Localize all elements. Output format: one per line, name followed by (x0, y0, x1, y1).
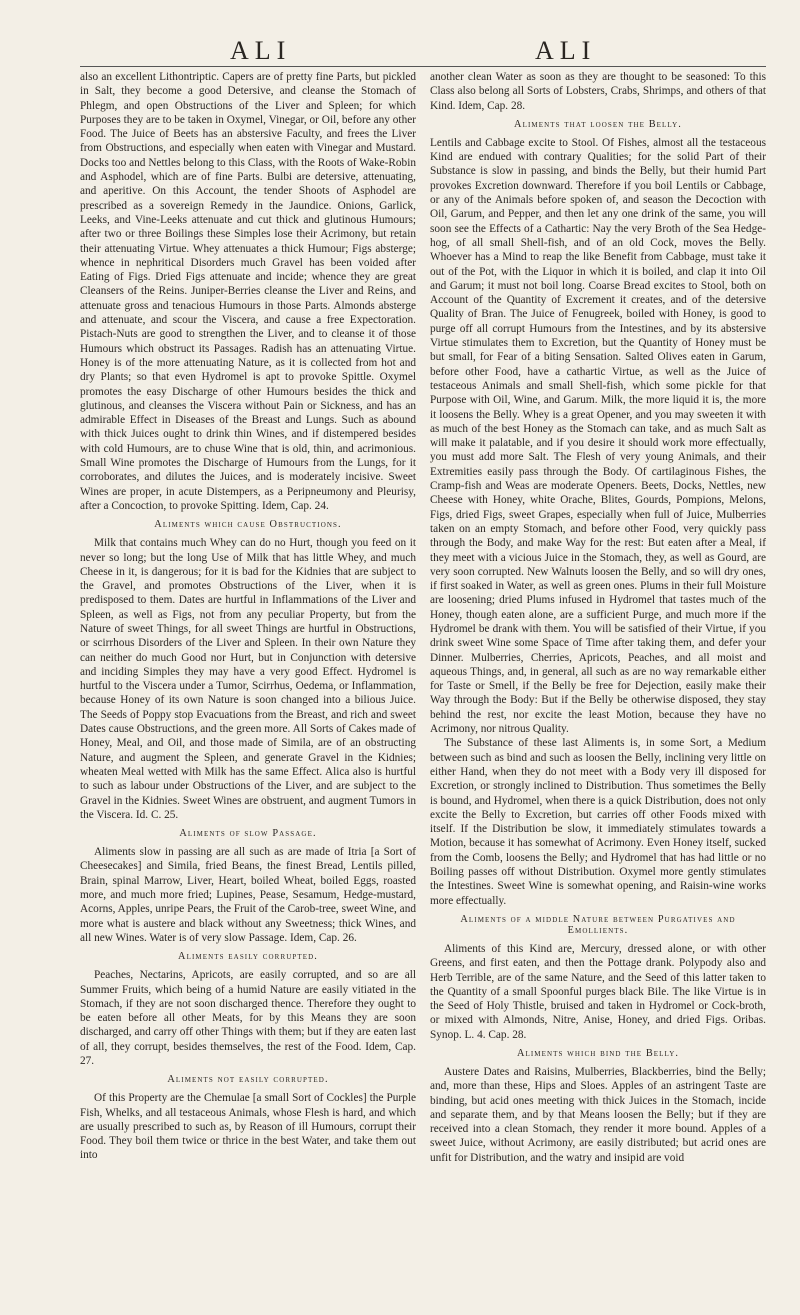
section-heading: Aliments of a middle Nature between Purgatives and Emollients. (460, 913, 736, 936)
section-heading: Aliments which bind the Belly. (516, 1048, 680, 1059)
section-heading: Aliments easily corrupted. (178, 951, 318, 963)
running-head-left: ALI (230, 36, 292, 65)
paragraph: also an excellent Lithontriptic. Capers are of pretty fine Parts, but pickled in Salt, they become a good Detersive, and cleanse the Stomach of Phlegm, and open Obstructions of the Liver and Spleen; for which Purposes they are to be taken in Oxymel, Vinegar, or Oil, before any other Food. The Juice of Beets has an abstersive Faculty, and frees the Liver from Obstructions, and especially when eaten with Vinegar and Mustard. Docks too and Nettles belong to this Class, with the Roots of Wake-Robin and Asphodel, which are of fine Parts. Bulbi are detersive, attenuating, and aperitive. On this Account, the tender Shoots of Asphodel are prescribed as a sovereign Remedy in the Jaundice. Onions, Garlick, Leeks, and Vine-Leeks attenuate and cut thick and glutinous Humours; after two or three Boilings these Simples lose their Acrimony, but retain their attenuating Virtue. Whey attenuates a thick Humour; Figs absterge; whence in nephritical Disorders much Gravel has been voided after Eating of Figs. Dried Figs attenuate and incide; whence they are great Cleansers of the Reins. Juniper-Berries cleanse the Liver and Reins, and attenuate gross and tenacious Humours in those Parts. Almonds absterge and attenuate, and scour the Viscera, and cause a free Expectoration. Pistach-Nuts are good to strengthen the Liver, and to cleanse it of those Humours which obstruct its Passages. Radish has an attenuating Virtue. Honey is of the more attenuating Nature, as it is collected from hot and dry Plants; so that even Hydromel is apt to provoke Spittle. Oxymel promotes the easy Discharge of other Humours besides the thick and glutinous, and cleanses the Viscera without Pain or Sickness, and has an admirable Effect in Diseases of the Breast and Lungs. Such as abound with thick Juices ought to drink thin Wines, and if distempered besides with cold Humours, are to chuse Wine that is old, thin, and acrimonious. Small Wine promotes the Discharge of Humours from the Lungs, for it corroborates, and dilutes the Juices, and is moderately incisive. Sweet Wines are proper, in acute Distempers, as a Peripneumony and Pleurisy, after a Concoction, to provoke Spitting. Idem, Cap. 24. (80, 71, 416, 512)
header-rule (80, 66, 766, 67)
paragraph: another clean Water as soon as they are thought to be seasoned: To this Class also belong all Sorts of Lobsters, Crabs, Shrimps, and others of that Kind. Idem, Cap. 28. (430, 71, 766, 112)
paragraph: Aliments slow in passing are all such as are made of Itria [a Sort of Cheesecakes] and Simila, fried Beans, the finest Bread, Lentils pilled, Brain, spinal Marrow, Liver, Heart, boiled Wheat, boiled Eggs, roasted more, and much more fried; Lupines, Pease, Sesamum, Hedge-mustard, Acorns, Apples, unripe Pears, the Fruit of the Carob-tree, sweet Wine, and more what is austere and black without any Sweetness; thick Wines, and all new Wines. Water is of very slow Passage. Idem, Cap. 26. (80, 846, 416, 944)
section-heading: Aliments of slow Passage. (179, 828, 317, 840)
paragraph: The Substance of these last Aliments is, in some Sort, a Medium between such as bind and such as loosen the Belly, inclining very little on either Hand, when they do not meet with a Body very ill disposed for Excretion, or strongly inclined to Distribution. Thus sometimes the Belly is bound, and Hydromel, when there is a quick Distribution, does not only excite the Belly to Excretion, but carries off other Foods mixed with itself. If the Distribution be slow, it immediately stimulates towards a Motion, because it has somewhat of Acrimony. Even Honey itself, sucked from the Comb, loosens the Belly; and Hydromel that has had little or no Boiling passes off without Distribution. Oxymel more gently stimulates the Intestines. Sweet Wine is somewhat opening, and Raisin-wine works more effectually. (430, 737, 766, 907)
paragraph: Milk that contains much Whey can do no Hurt, though you feed on it never so long; but the long Use of Milk that has little Whey, and much Cheese in it, is dangerous; for it is bad for the Kidnies that are subject to the Gravel, and promotes Obstructions of the Liver, when it is predisposed to them. Dates are hurtful in Inflammations of the Liver and Spleen, as well as Figs, not from any peculiar Property, but from the Nature of sweet Things, for all sweet Things are hurtful in Obstructions, or scirrhous Disorders of the Liver and Spleen. In their own Nature they can neither do much Good nor Hurt, but in Conjunction with detersive and inciding Simples they may have a very good Effect. Hydromel is hurtful to the Viscera under a Tumor, Scirrhus, Oedema, or Inflammation, because Honey of its own Nature is soon changed into a bilious Juice. The Seeds of Poppy stop Evacuations from the Breast, and rich and sweet Dates cause Obstructions, and the green more. All Sorts of Cakes made of Honey, Meal, and Oil, and those made of Simila, are of an obstructing Nature, and augment the Spleen, and generate Gravel in the Kidnies; wheaten Meal wetted with Milk has the same Effect. Alica also is hurtful to such as labour under Obstructions of the Liver, and are subject to the Gravel in the Kidnies. Sweet Wines are obstruent, and augment Tumors in the Viscera. Id. C. 25. (80, 537, 416, 821)
running-head-right: ALI (535, 36, 597, 65)
paragraph: Peaches, Nectarins, Apricots, are easily corrupted, and so are all Summer Fruits, which being of a humid Nature are easily vitiated in the Stomach, if they are not soon discharged thence. Therefore they ought to be eaten before all other Meats, for by this Means they are soon discharged, and carry off other Things with them; but if they are eaten last of all, they corrupt, besides themselves, the rest of the Food. Idem, Cap. 27. (80, 969, 416, 1067)
left-column (80, 70, 416, 1301)
paragraph: Lentils and Cabbage excite to Stool. Of Fishes, almost all the testaceous Kind are endued with contrary Qualities; for the solid Part of their Substance is slow in passing, and binds the Belly, but their humid Part provokes Excretion downward. Therefore if you boil Lentils or Cabbage, or any of the Animals before spoken of, and season the Decoction with Oil, Garum, and Pepper, and then let any one drink of the same, you will soon see the Effects of a Cathartic: Nay the very Broth of the Sea Hedge-hog, of all small Shell-fish, and of an old Cock, moves the Belly. Whoever has a Mind to reap the like Benefit from Cabbage, must take it out of the Pot, with the Liquor in which it is boiled, and clap it into Oil and Garum; it must not boil long. Coarse Bread excites to Stool, both on Account of the Quantity of Excrement it creates, and of the detersive Quality of Bran. The Juice of Fenugreek, boiled with Honey, is good to purge off all corrupt Humours from the Intestines, and by its abstersive Virtue stimulates them to Excretion, but the Quantity of Honey must be but small, for Fear of a biting Sensation. Salted Olives eaten in Garum, before other Food, have a cathartic Virtue, as well as the Juice of testaceous Animals and small Shell-fish, which some pickle for that Purpose with Oil, Wine, and Garum. Milk, the more liquid it is, the more it loosens the Belly. Whey is a great Opener, and you may sweeten it with as much of the best Honey as the Stomach can take, and as much Salt as will make it palatable, and if you desire it should work more effectually, you must add more Salt. The Flesh of very young Animals, and their Extremities easily pass through the Body. Of cartilaginous Fishes, the Cramp-fish and Weas are moderate Openers. Beets, Docks, Nettles, new Cheese with Honey, white Orache, Blites, Gourds, Pompions, Melons, Figs, dried Figs, sweet Grapes, especially when full of Juice, Mulberries taken on an empty Stomach, and before other Food, very quickly pass through the Body, and make Way for the rest: But eaten after a Meal, if they meet with a vicious Juice in the Stomach, they, as well as Gourd, are very soon corrupted. New Walnuts loosen the Belly, and so will dry ones, if first soaked in Water, as well as green ones. Plums in their full Moisture are loosening; dried Plums infused in Hydromel that tastes much of the Honey, though eaten alone, are a sufficient Purge, and much more if the Hydromel be drank with them. You will be satisfied of their Virtue, if you drink sweet Wine some Space of Time after taking them, and defer your Dinner. Mulberries, Cherries, Apricots, Peaches, and all moist and aqueous Things, and, in general, all such as are no way remarkable either for Taste or Smell, if the Belly be free for Dejection, easily make their Way through the Body: But if the Belly be otherwise disposed, they stay behind the rest, nor excite the least Motion, because they have no Acrimony, nor nitrous Quality. (430, 136, 766, 736)
paragraph: Aliments of this Kind are, Mercury, dressed alone, or with other Greens, and first eaten, and then the Pottage drank. Polypody also and Herb Terrible, are of the same Nature, and the Seed of this latter taken to the Quantity of a small Spoonful purges black Bile. The like Virtue is in the Seed of Holy Thistle, bruised and taken in Hydromel or Cock-broth, or mixed with Almonds, Nitre, Anise, Honey, and dried Figs. Oribas. Synop. L. 4. Cap. 28. (430, 942, 766, 1041)
section-heading: Aliments that loosen the Belly. (514, 118, 682, 130)
paragraph: Of this Property are the Chemulae [a small Sort of Cockles] the Purple Fish, Whelks, and all testaceous Animals, whose Flesh is hard, and which are usually prescribed to such as, by Reason of ill Humours, corrupt their Food. They boil them twice or thrice in the best Water, and take them out into (80, 1092, 416, 1162)
text-columns (80, 70, 766, 1301)
right-column (430, 70, 766, 1301)
section-heading: Aliments not easily corrupted. (167, 1074, 329, 1086)
paragraph: Austere Dates and Raisins, Mulberries, Blackberries, bind the Belly; and, more than these, Hips and Sloes. Apples of an astringent Taste are binding, but acid ones meeting with thick Juices in the Stomach, incide and separate them, and by that Means loosen the Belly; but if they are received into a clean Stomach, they render it more bound. Apples of a sweet Juice, without Acrimony, are easily distributed; but acrid ones are unfit for Distribution, and the watry and insipid are void (430, 1066, 766, 1164)
section-heading: Aliments which cause Obstructions. (154, 519, 342, 531)
